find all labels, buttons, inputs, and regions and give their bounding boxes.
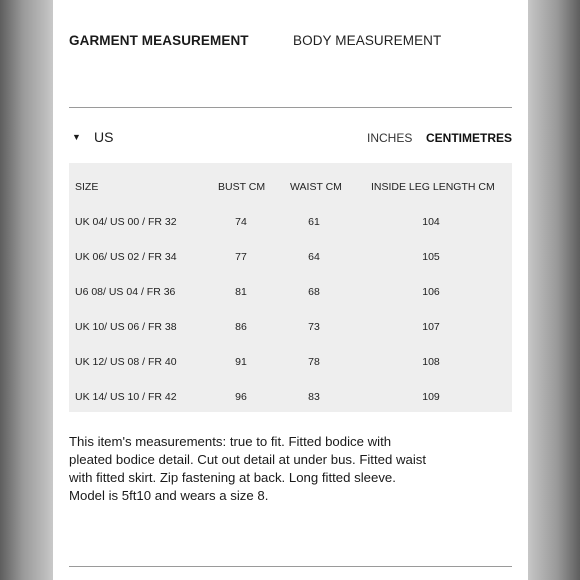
size-table xyxy=(69,163,512,412)
unit-inches-toggle[interactable]: INCHES xyxy=(367,131,413,145)
table-row xyxy=(69,274,512,309)
inside-leg-cell: 108 xyxy=(422,356,440,368)
waist-cell: 73 xyxy=(308,321,320,333)
size-cell: U6 08/ US 04 / FR 36 xyxy=(75,286,176,298)
size-cell: UK 10/ US 06 / FR 38 xyxy=(75,321,177,333)
header-inside-leg: INSIDE LEG LENGTH CM xyxy=(371,181,495,193)
inside-leg-cell: 109 xyxy=(422,391,440,403)
waist-cell: 78 xyxy=(308,356,320,368)
inside-leg-cell: 105 xyxy=(422,251,440,263)
table-header-row xyxy=(69,169,512,204)
inside-leg-cell: 104 xyxy=(422,216,440,228)
bust-cell: 81 xyxy=(235,286,247,298)
size-cell: UK 14/ US 10 / FR 42 xyxy=(75,391,177,403)
header-waist: WAIST CM xyxy=(290,181,342,193)
waist-cell: 68 xyxy=(308,286,320,298)
bust-cell: 77 xyxy=(235,251,247,263)
divider xyxy=(69,566,512,567)
table-row xyxy=(69,309,512,344)
region-select[interactable]: US xyxy=(94,129,114,145)
size-cell: UK 06/ US 02 / FR 34 xyxy=(75,251,177,263)
table-row xyxy=(69,204,512,239)
caret-down-icon[interactable]: ▼ xyxy=(72,132,81,142)
description-line: pleated bodice detail. Cut out detail at under bus. Fitted waist xyxy=(69,452,427,467)
size-guide-panel xyxy=(53,0,528,580)
region-unit-row xyxy=(69,130,512,148)
product-description xyxy=(69,433,489,505)
unit-centimetres-toggle[interactable]: CENTIMETRES xyxy=(425,131,512,145)
bust-cell: 96 xyxy=(235,391,247,403)
inside-leg-cell: 107 xyxy=(422,321,440,333)
size-cell: UK 04/ US 00 / FR 32 xyxy=(75,216,177,228)
tab-garment-measurement[interactable]: GARMENT MEASUREMENT xyxy=(69,33,249,48)
bust-cell: 91 xyxy=(235,356,247,368)
inside-leg-cell: 106 xyxy=(422,286,440,298)
header-size: SIZE xyxy=(75,181,99,193)
description-line: with fitted skirt. Zip fastening at back. Long fitted sleeve. xyxy=(69,470,396,485)
bust-cell: 86 xyxy=(235,321,247,333)
waist-cell: 83 xyxy=(308,391,320,403)
waist-cell: 64 xyxy=(308,251,320,263)
tab-body-measurement[interactable]: BODY MEASUREMENT xyxy=(293,33,442,48)
waist-cell: 61 xyxy=(308,216,320,228)
size-cell: UK 12/ US 08 / FR 40 xyxy=(75,356,177,368)
table-row xyxy=(69,239,512,274)
header-bust: BUST CM xyxy=(218,181,266,193)
description-line: Model is 5ft10 and wears a size 8. xyxy=(69,488,269,503)
divider xyxy=(69,107,512,108)
table-row xyxy=(69,344,512,379)
table-row xyxy=(69,379,512,414)
bust-cell: 74 xyxy=(235,216,247,228)
description-line: This item's measurements: true to fit. Fitted bodice with xyxy=(69,434,392,449)
